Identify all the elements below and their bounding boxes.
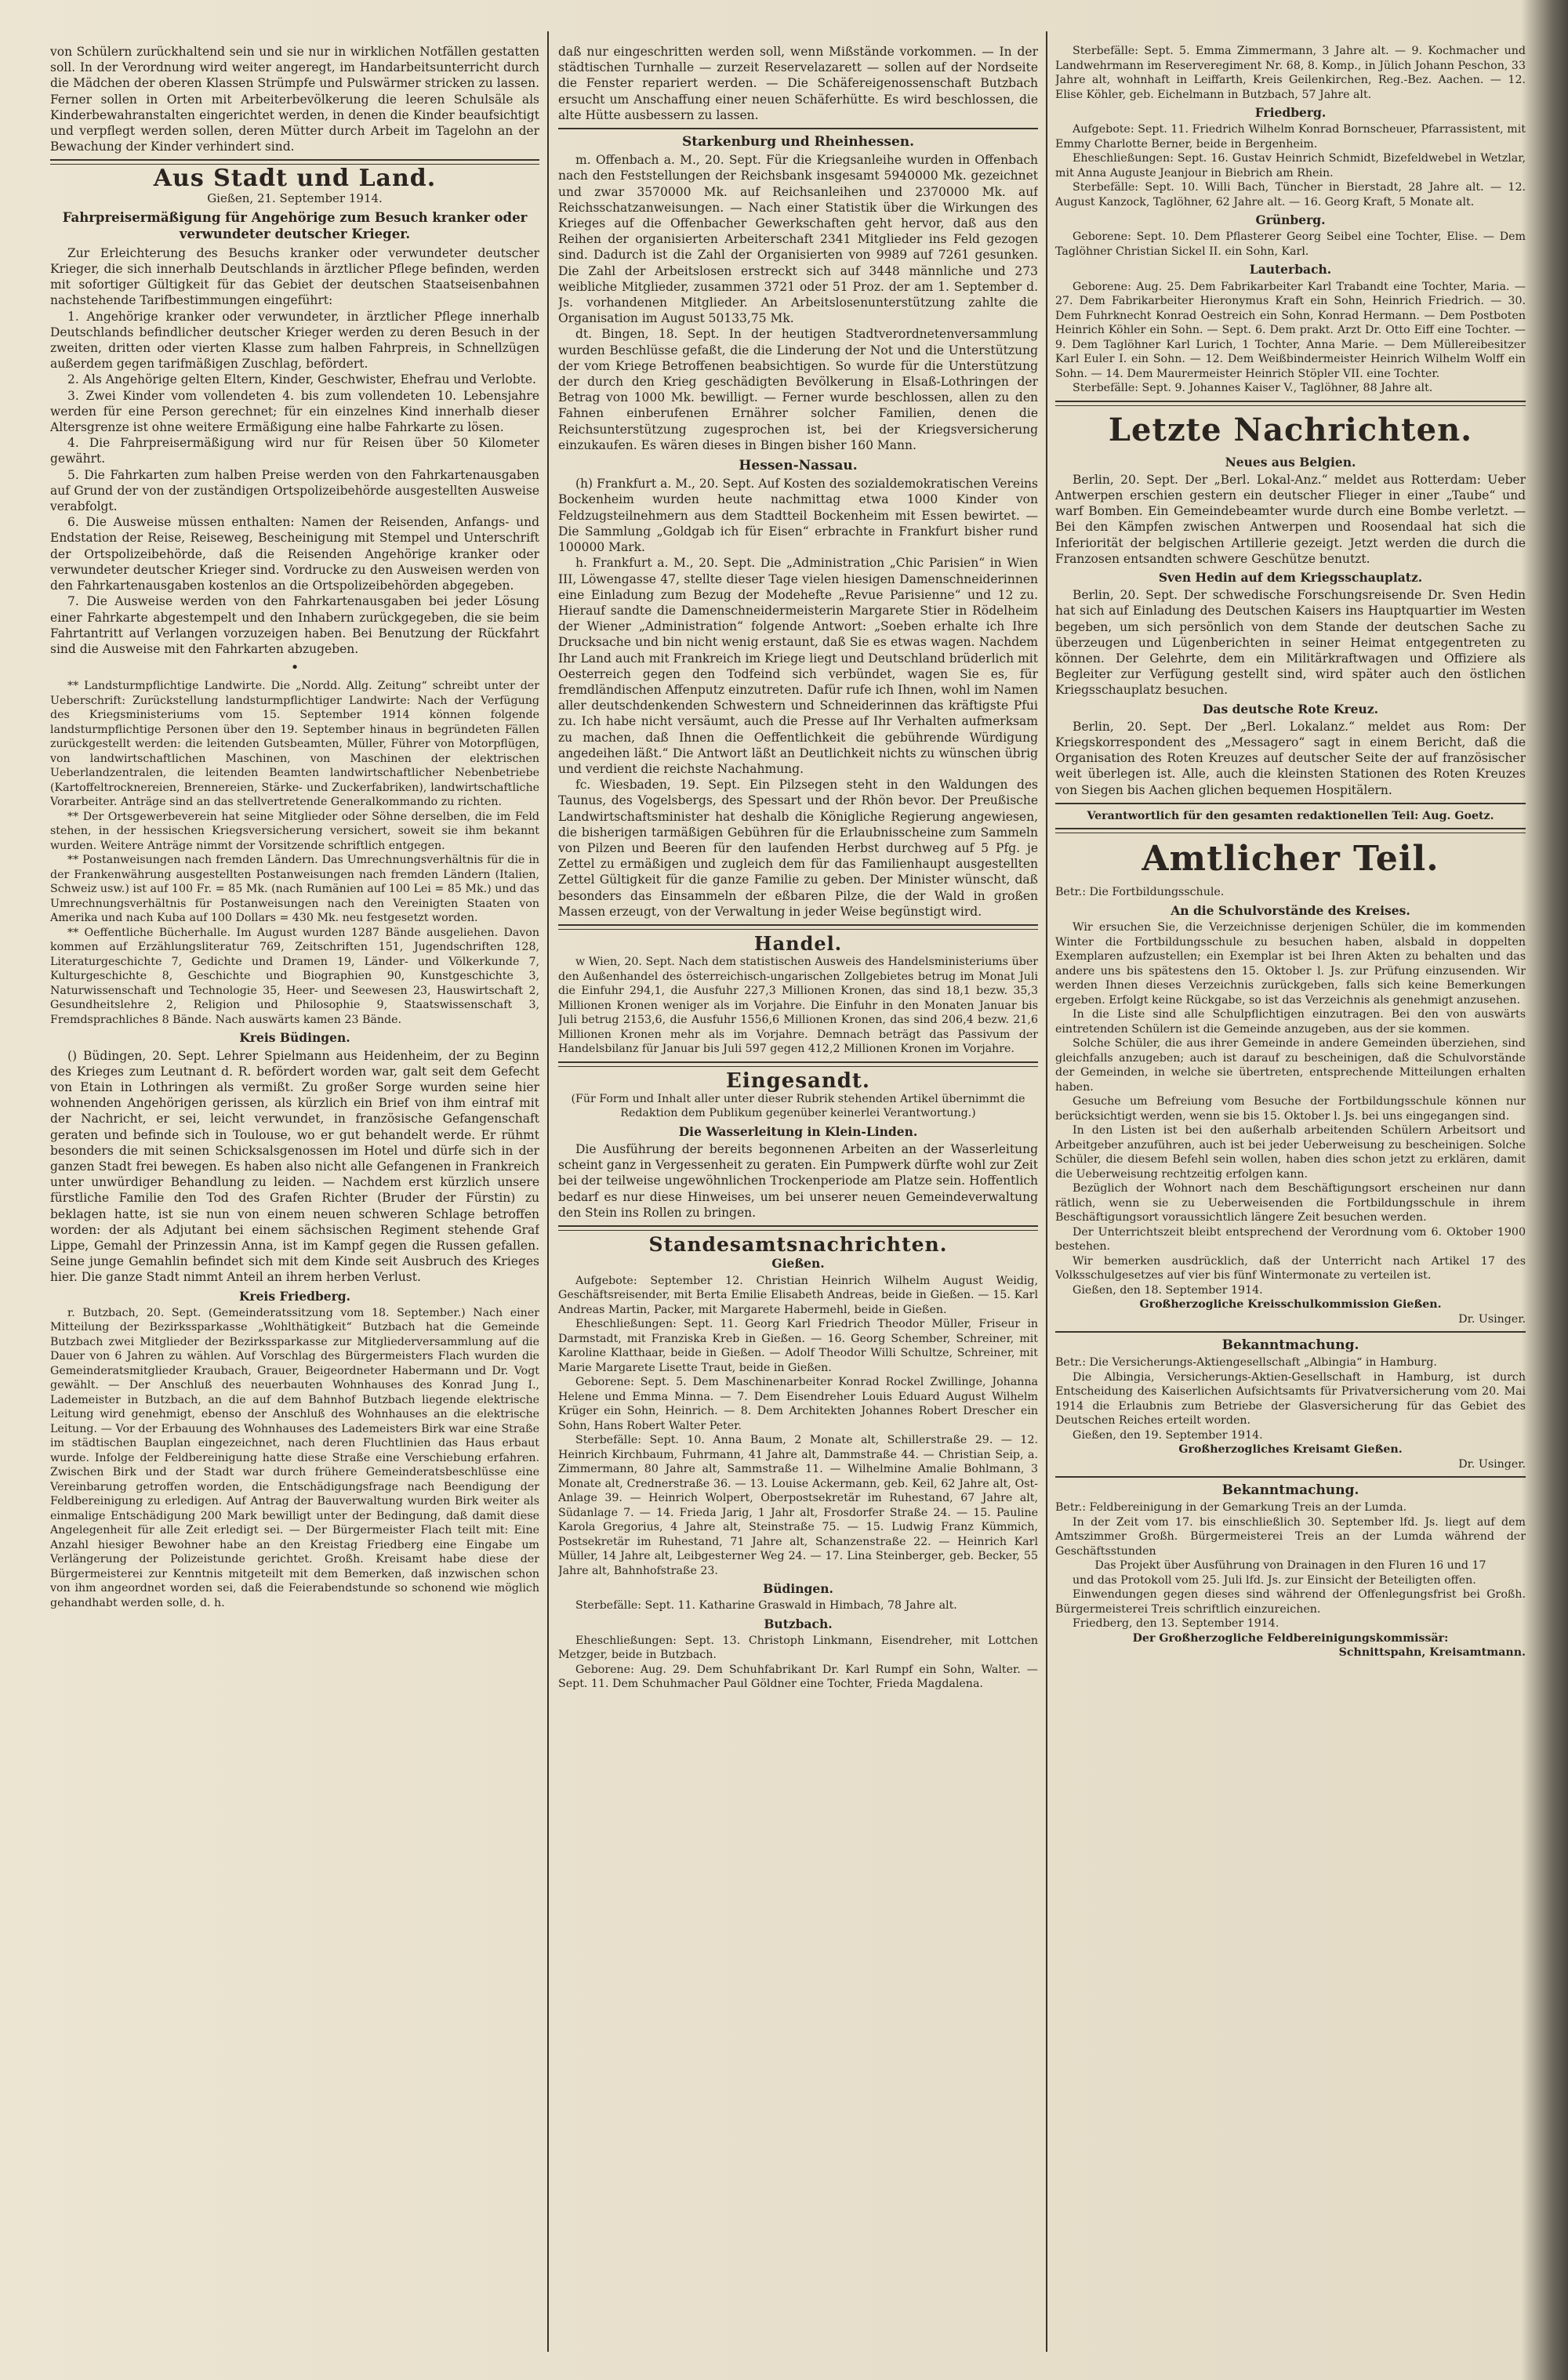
notice-paragraph: In der Zeit vom 17. bis einschließlich 30. September lfd. Js. liegt auf dem Amtszimmer Großh. Bürgermeisterei Treis an der Lumda während der Geschäftsstunden (1055, 1515, 1526, 1558)
registry-entry: Sterbefälle: Sept. 9. Johannes Kaiser V., Taglöhner, 88 Jahre alt. (1073, 382, 1433, 395)
notice-paragraph: Gesuche um Befreiung vom Besuche der Fortbildungsschule können nur berücksichtigt werden, wenn sie bis 15. Oktober l. Js. bei uns eingegangen sind. (1055, 1095, 1526, 1123)
registry-entry: Eheschließungen: Sept. 13. Christoph Linkmann, Eisendreher, mit Lottchen Metzger, beide in Butzbach. (558, 1634, 1038, 1662)
editor-credit: Verantwortlich für den gesamten redaktionellen Teil: Aug. Goetz. (1087, 809, 1494, 822)
notice-signature: Großherzogliches Kreisamt Gießen. (1178, 1443, 1403, 1457)
dateline: Gießen, 21. September 1914. (207, 190, 383, 205)
list-item: 5. Die Fahrkarten zum halben Preise werden von den Fahrkartenausgaben auf Grund der von der zuständigen Ortspolizeibehörde ausgestellten Ausweise verabfolgt. (50, 467, 539, 514)
region-heading: Starkenburg und Rheinhessen. (681, 134, 915, 151)
list-item: 7. Die Ausweise werden von den Fahrkartenausgaben bei jeder Lösung einer Fahrkarte abgestempelt und den Inhabern zurückgegeben, die sie beim Fahrtantritt auf Verlangen vorzuzeigen haben. Bei Benutzung der Rückfahrt sind die Ausweise mit den Fahrkarten abzugeben. (50, 594, 539, 656)
notice-paragraph: Das Projekt über Ausführung von Drainagen in den Fluren 16 und 17 (1094, 1559, 1486, 1573)
section-title: Aus Stadt und Land. (153, 165, 437, 193)
notice-title: Bekanntmachung. (1221, 1482, 1359, 1499)
region-heading: Hessen-Nassau. (739, 458, 858, 474)
article-paragraph: m. Offenbach a. M., 20. Sept. Für die Kriegsanleihe wurden in Offenbach nach den Feststellungen der Reichsbank insgesamt 5940000 Mk. gezeichnet und zwar 3570000 Mk. auf Reichsanleihen und 2370000 Mk. auf Reichsschatzanweisungen. — Nach einer Statistik über die Wirkungen des Krieges auf die Offenbacher Gewerkschaften geht hervor, daß aus den Reihen der organisierten Arbeiterschaft 2341 Mitglieder ins Feld gezogen sind. Dadurch ist die Zahl der Organisierten von 9989 auf 7261 gesunken. Die Zahl der Arbeitslosen erstreckt sich auf 3448 männliche und 273 weibliche Mitglieder, zusammen 3721 oder 51 Proz. der am 1. September d. Js. vorhandenen Mitglieder. An Arbeitslosenunterstützung zahlte die Organisation im August 50133,75 Mk. (558, 153, 1038, 326)
registry-entry: Geborene: Sept. 10. Dem Pflasterer Georg Seibel eine Tochter, Elise. — Dem Taglöhner Christian Sickel II. ein Sohn, Karl. (1055, 230, 1526, 258)
section-divider (1055, 1476, 1526, 1478)
registry-entry: Aufgebote: September 12. Christian Heinrich Wilhelm August Weidig, Geschäftsreisender, mit Berta Emilie Elisabeth Andreas, beide in Gießen. — 15. Karl Andreas Martin, Packer, mit Margarete Habermehl, beide in Gießen. (558, 1274, 1038, 1316)
registry-entry: Geborene: Aug. 25. Dem Fabrikarbeiter Karl Trabandt eine Tochter, Maria. — 27. Dem Fabrikarbeiter Hieronymus Kraft ein Sohn, Heinrich Friedrich. — 30. Dem Fuhrknecht Konrad Oestreich ein Sohn, Konrad Hermann. — Dem Postboten Heinrich Köhler ein Sohn. — Sept. 6. Dem prakt. Arzt Dr. Otto Eiff eine Tochter. — 9. Dem Taglöhner Karl Lurich, 1 Tochter, Anna Marie. — Dem Müllereibesitzer Karl Euler I. ein Sohn. — 12. Dem Weißbindermeister Heinrich Wilhelm Wolff ein Sohn. — 14. Dem Maurermeister Heinrich Stöpler VII. eine Tochter. (1055, 280, 1526, 380)
registry-entry: Sterbefälle: Sept. 11. Katharine Graswald in Himbach, 78 Jahre alt. (575, 1599, 957, 1613)
region-heading: Butzbach. (764, 1616, 833, 1631)
section-divider (558, 128, 1038, 129)
notice-paragraph: ** Landsturmpflichtige Landwirte. Die „Nordd. Allg. Zeitung“ schreibt unter der Ueberschrift: Zurückstellung landsturmpflichtiger Landwirte: Nach der Verfügung des Kriegsministeriums vom 15. September 1914 können folgende landsturmpflichtige Personen über den 19. September hinaus in begründeten Fällen zurückgestellt werden: die leitenden Gutsbeamten, Müller, Führer von Motorpflügen, von landwirtschaftlichen Maschinen, von Maschinen der elektrischen Ueberlandzentralen, die leitenden Beamten landwirtschaftlicher Nebenbetriebe (Kartoffeltrocknereien, Brennereien, Stärke- und Zuckerfabriken), landwirtschaftliche Vorarbeiter. Anträge sind an das stellvertretende Generalkommando zu richten. (50, 680, 539, 809)
registry-entry: Sterbefälle: Sept. 5. Emma Zimmermann, 3 Jahre alt. — 9. Kochmacher und Landwehrmann im Reserveregiment Nr. 68, 8. Komp., in Jülich Johann Peschon, 33 Jahre alt, wohnhaft in Leiffarth, Kreis Geilenkirchen, Reg.-Bez. Aachen. — 12. Elise Köhler, geb. Eichelmann in Butzbach, 57 Jahre alt. (1055, 45, 1526, 101)
article-paragraph: Zur Erleichterung des Besuchs kranker oder verwundeter deutscher Krieger, die sich innerhalb Deutschlands in ärztlicher Pflege befinden, werden mit sofortiger Gültigkeit für das Gebiet der deutschen Staatseisenbahnen nachstehende Tarifbestimmungen eingeführt: (50, 245, 539, 308)
notice-date: Gießen, den 18. September 1914. (1073, 1283, 1263, 1297)
article-title: Fahrpreisermäßigung für Angehörige zum Besuch kranker oder verwundeter deutscher Krieger. (62, 209, 528, 241)
notice-paragraph: und das Protokoll vom 25. Juli lfd. Js. zur Einsicht der Beteiligten offen. (1073, 1573, 1476, 1587)
article-heading: Sven Hedin auf dem Kriegsschauplatz. (1158, 570, 1423, 586)
article-heading: Neues aus Belgien. (1225, 454, 1356, 470)
notice-paragraph: Wir ersuchen Sie, die Verzeichnisse derjenigen Schüler, die im kommenden Winter die Fortbildungsschule zu besuchen haben, alsbald in doppelten Exemplaren aufzustellen; ein Exemplar ist bei Ihren Akten zu behalten und das andere uns bis spätestens den 15. Oktober l. Js. zur Prüfung einzusenden. Wir werden Ihnen dieses Verzeichnis zurückgeben, falls sich keine Bemerkungen ergeben. Erfolgt keine Rückgabe, so ist das Verzeichnis als genehmigt anzusehen. (1055, 921, 1526, 1007)
notice-paragraph: Einwendungen gegen dieses sind während der Offenlegungsfrist bei Großh. Bürgermeisterei Treis schriftlich einzureichen. (1055, 1588, 1526, 1616)
article-paragraph: dt. Bingen, 18. Sept. In der heutigen Stadtverordnetenversammlung wurden Beschlüsse gefaßt, die die Linderung der Not und die Unterstützung der vom Kriege Betroffenen beabsichtigen. So wurde für die Unterstützung der durch den Krieg geschädigten Bevölkerung in Elsaß-Lothringen der Betrag von 1000 Mk. bewilligt. — Ferner wurde beschlossen, allen zu den Fahnen einberufenen Ernährer solcher Familien, denen die Reichsunterstützung zugesprochen ist, bei der Kriegsversicherung einzukaufen. Es wären dieses in Bingen bisher 160 Mann. (558, 327, 1038, 452)
region-heading: Friedberg. (1254, 105, 1327, 120)
notice-paragraph: In die Liste sind alle Schulpflichtigen einzutragen. Bei den von auswärts eintretenden Schülern ist die Gemeinde anzugeben, aus der sie kommen. (1055, 1008, 1526, 1036)
article-paragraph: Berlin, 20. Sept. Der „Berl. Lokalanz.“ meldet aus Rom: Der Kriegskorrespondent des „Messagero“ sagt in einem Bericht, daß die Organisation des Roten Kreuzes auf deutscher Seite der auf französischer weit überlegen ist. Alle, auch die kleinsten Stationen des Roten Kreuzes von Siegen bis Aachen glichen bequemen Hospitälern. (1055, 719, 1526, 797)
section-title: Handel. (753, 931, 843, 955)
registry-entry: Eheschließungen: Sept. 16. Gustav Heinrich Schmidt, Bizefeldwebel in Wetzlar, mit Anna Auguste Jeanjour in Biebrich am Rhein. (1055, 152, 1526, 180)
list-item: 2. Als Angehörige gelten Eltern, Kinder, Geschwister, Ehefrau und Verlobte. (67, 372, 536, 387)
notice-signature: Dr. Usinger. (1458, 1312, 1526, 1326)
notice-paragraph: ** Der Ortsgewerbeverein hat seine Mitglieder oder Söhne derselben, die im Feld stehen, in der hessischen Kriegsversicherung versichert, soweit sie ihm bekannt wurden. Weitere Anträge nimmt der Vorsitzende schriftlich entgegen. (50, 810, 539, 852)
list-item: 1. Angehörige kranker oder verwundeter, in ärztlicher Pflege innerhalb Deutschlands befindlicher deutscher Krieger werden zu deren Besuch in der zweiten, dritten oder vierten Klasse zum halben Fahrpreis, in Schnellzügen außerdem gegen tarifmäßigen Zuschlag, befördert. (50, 309, 539, 372)
region-heading: Gießen. (771, 1256, 825, 1272)
section-divider (1055, 1331, 1526, 1333)
article-paragraph: Berlin, 20. Sept. Der schwedische Forschungsreisende Dr. Sven Hedin hat sich auf Einladung des Deutschen Kaisers ins Hauptquartier im Westen begeben, um sich persönlich von dem Stande der deutschen Sache zu überzeugen und Lügenberichten in seiner Heimat entgegentreten zu können. Der Gelehrte, dem ein Militärkraftwagen und Offiziere als Begleiter zur Verfügung gestellt sind, wird später auch den östlichen Kriegsschauplatz besuchen. (1055, 588, 1526, 698)
registry-entry: Geborene: Sept. 5. Dem Maschinenarbeiter Konrad Rockel Zwillinge, Johanna Helene und Emma Minna. — 7. Dem Eisendreher Louis Eduard August Wilhelm Krüger ein Sohn, Heinrich. — 8. Dem Architekten Johannes Robert Drescher ein Sohn, Hans Robert Walter Peter. (558, 1376, 1038, 1432)
disclaimer-text: (Für Form und Inhalt aller unter dieser Rubrik stehenden Artikel übernimmt die Redaktion dem Publikum gegenüber keinerlei Verantwortung.) (571, 1092, 1025, 1120)
article-paragraph: h. Frankfurt a. M., 20. Sept. Die „Administration „Chic Parisien“ in Wien III, Löwengasse 47, stellte dieser Tage vielen hiesigen Damenschneiderinnen eine Einladung zum Bezug der Modehefte „Revue Parisienne“ und 12 zu. Hierauf sandte die Damenschneidermeisterin Margarete Stier in Rödelheim der Wiener „Administration“ folgende Antwort: „Soeben erhalte ich Ihre Drucksache und bin nicht wenig erstaunt, daß Sie es etwas wagen. Nachdem Ihr Land auch mit Frankreich im Kriege liegt und Deutschland brüderlich mit Oesterreich gegen den Todfeind sich verbündet, wagen Sie es, für fremdländischen Affenputz einzutreten. Dafür rufe ich Ihnen, wohl im Namen aller deutschdenkenden Schwestern und Schneiderinnen das kräftigste Pfui zu. Ich habe nicht versäumt, auch die Presse auf Ihr Verhalten aufmerksam zu machen, daß Ihnen die Oeffentlichkeit die gebührende Würdigung angedeihen läßt.“ Die Antwort läßt an Deutlichkeit nichts zu wünschen übrig und verdient die reichste Nachahmung. (558, 556, 1038, 776)
section-title: Amtlicher Teil. (1142, 839, 1439, 880)
separator-mark: • (290, 659, 299, 677)
section-title: Eingesandt. (726, 1068, 870, 1093)
registry-entry: Aufgebote: Sept. 11. Friedrich Wilhelm Konrad Bornscheuer, Pfarrassistent, mit Emmy Charlotte Berner, beide in Bergenheim. (1055, 123, 1526, 151)
column-1 (50, 44, 539, 2356)
section-divider (558, 1225, 1038, 1231)
notice-paragraph: ** Oeffentliche Bücherhalle. Im August wurden 1287 Bände ausgeliehen. Davon kommen auf Erzählungsliteratur 769, Zeitschriften 151, Jugendschriften 128, Literaturgeschichte 7, Gedichte und Dramen 19, Länder- und Völkerkunde 7, Kulturgeschichte 8, Geschichte und Biographien 90, Kunstgeschichte 3, Naturwissenschaft und Technologie 35, Heer- und Seewesen 23, Hauswirtschaft 2, Gesundheitslehre 2, Religion und Philosophie 9, Staatswissenschaft 3, Fremdsprachliches 8 Bände. Nach auswärts kamen 23 Bände. (50, 926, 539, 1026)
section-divider (558, 1061, 1038, 1067)
notice-date: Friedberg, den 13. September 1914. (1073, 1617, 1279, 1631)
notice-subject: Betr.: Die Fortbildungsschule. (1055, 886, 1225, 899)
notice-paragraph: Solche Schüler, die aus ihrer Gemeinde in andere Gemeinden überziehen, sind gleichfalls anzugeben; auch ist darauf zu bescheinigen, daß die Schulvorstände der Gemeinden, in welche sie übertreten, entsprechende Mitteilungen erhalten haben. (1055, 1037, 1526, 1094)
article-paragraph: (h) Frankfurt a. M., 20. Sept. Auf Kosten des sozialdemokratischen Vereins Bockenheim wurden heute nachmittag etwa 1000 Kinder von Feldzugsteilnehmern aus dem Stadtteil Bockenheim mit Essen bewirtet. — Die Sammlung „Goldgab ich für Eisen“ erbrachte in Frankfurt bisher rund 100000 Mark. (558, 477, 1038, 555)
notice-paragraph: ** Postanweisungen nach fremden Ländern. Das Umrechnungsverhältnis für die in der Frankenwährung ausgestellten Postanweisungen nach fremden Ländern (Italien, Schweiz usw.) ist auf 100 Fr. = 85 Mk. (nach Rumänien auf 100 Lei = 85 Mk.) und das Umrechnungsverhältnis für Postanweisungen nach den Vereinigten Staaten von Amerika und nach Kuba auf 100 Dollars = 430 Mk. neu festgesetzt worden. (50, 854, 539, 925)
intro-paragraph: von Schülern zurückhaltend sein und sie nur in wirklichen Notfällen gestatten soll. In der Verordnung wird weiter angeregt, im Handarbeitsunterricht durch die Mädchen der oberen Klassen Strümpfe und Pulswärmer stricken zu lassen. Ferner sollen in Orten mit Arbeiterbevölkerung die leeren Schulsäle als Kinderbewahranstalten eingerichtet werden, in denen die Kinder beaufsichtigt und verpflegt werden sollen, deren Mütter durch Arbeit im Tagelohn an der Bewachung der Kinder verhindert sind. (50, 45, 539, 154)
article-paragraph: () Büdingen, 20. Sept. Lehrer Spielmann aus Heidenheim, der zu Beginn des Krieges zum Leutnant d. R. befördert worden war, galt seit dem Gefecht von Etain in Lothringen als vermißt. Zu großer Sorge wurden seine hier wohnenden Angehörigen gerissen, als kürzlich ein Brief von ihm eintraf mit der Nachricht, er sei, leicht verwundet, in französische Gefangenschaft geraten und befinde sich in Toulouse, wo er gut behandelt werde. Er rühmt besonders die mit seinen Schicksalsgenossen im Hotel und dürfe sich in der ganzen Stadt frei bewegen. Es haben also nicht alle Gefangenen in Frankreich unter unwürdiger Behandlung zu leiden. — Nachdem erst kürzlich unsere fürstliche Familie den Tod des Grafen Richter (Bruder der Fürstin) zu beklagen hatte, ist sie nun von einem neuen schweren Schlage betroffen worden: der als Adjutant bei einem sächsischen Regiment stehende Graf Lippe, Gemahl der Prinzessin Anna, ist im Kampf gegen die Russen gefallen. Seine junge Gemahlin befindet sich mit dem Kinde seit Ausbruch des Krieges hier. Die ganze Stadt nimmt Anteil an ihrem herben Verlust. (50, 1048, 539, 1285)
section-divider (1055, 828, 1526, 833)
column-3 (1055, 44, 1526, 2356)
notice-paragraph: Wir bemerken ausdrücklich, daß der Unterricht nach Artikel 17 des Volksschulgesetzes auf vier bis fünf Wintermonate zu verteilen ist. (1055, 1254, 1526, 1283)
region-heading: Grünberg. (1255, 212, 1326, 228)
article-paragraph: Die Ausführung der bereits begonnenen Arbeiten an der Wasserleitung scheint ganz in Vergessenheit zu geraten. Ein Pumpwerk dürfte wohl zur Zeit bei der teilweise ungewöhnlichen Trockenperiode am Platze sein. Hoffentlich bedarf es nur diese Hinweises, um bei unserer neuen Gemeindeverwaltung den Stein ins Rollen zu bringen. (558, 1142, 1038, 1220)
article-paragraph: Berlin, 20. Sept. Der „Berl. Lokal-Anz.“ meldet aus Rotterdam: Ueber Antwerpen erschien gestern ein deutscher Flieger in einer „Taube“ und warf Bomben. Ein Gemeindebeamter wurde durch eine Bombe verletzt. — Bei den Kämpfen zwischen Antwerpen und Roosendaal hat sich die Inferiorität der belgischen Artillerie gezeigt. Jetzt werden die durch die Franzosen entsandten schwere Geschütze benutzt. (1055, 472, 1526, 566)
section-divider (1055, 803, 1526, 804)
article-heading: Das deutsche Rote Kreuz. (1202, 701, 1379, 717)
notice-date: Gießen, den 19. September 1914. (1073, 1428, 1263, 1442)
notice-signature: Großherzogliche Kreisschulkommission Gießen. (1139, 1298, 1442, 1312)
section-divider (50, 159, 539, 165)
notice-signature: Dr. Usinger. (1458, 1457, 1526, 1471)
column-divider (1046, 31, 1047, 2352)
list-item: 3. Zwei Kinder vom vollendeten 4. bis zum vollendeten 10. Lebensjahre werden für eine Person gerechnet; für ein einzelnes Kind innerhalb dieser Altersgrenze ist ohne weitere Ermäßigung eine halbe Fahrkarte zu lösen. (50, 388, 539, 435)
notice-title: Bekanntmachung. (1221, 1337, 1359, 1354)
registry-entry: Eheschließungen: Sept. 11. Georg Karl Friedrich Theodor Müller, Friseur in Darmstadt, mit Franziska Kreb in Gießen. — 16. Georg Schember, Schreiner, mit Karoline Klatthaar, beide in Gießen. — Adolf Theodor Willi Schultze, Schreiner, mit Marie Margarete Lisette Traut, beide in Gießen. (558, 1318, 1038, 1374)
intro-paragraph: daß nur eingeschritten werden soll, wenn Mißstände vorkommen. — In der städtischen Turnhalle — zurzeit Reservelazarett — sollen auf der Nordseite die Fenster repariert werden. — Die Schäfereigenossenschaft Butzbach ersucht um Anschaffung einer neuen Schäferhütte. Es wird beschlossen, die alte Hütte ausbessern zu lassen. (558, 45, 1038, 122)
section-divider (1055, 401, 1526, 406)
notice-subject: Betr.: Die Versicherungs-Aktiengesellschaft „Albingia“ in Hamburg. (1055, 1356, 1437, 1370)
region-heading: Kreis Büdingen. (239, 1030, 350, 1046)
list-item: 6. Die Ausweise müssen enthalten: Namen der Reisenden, Anfangs- und Endstation der Reise, Reiseweg, Bescheinigung mit Stempel und Unterschrift der Ortspolizeibehörde, daß die Reisenden Angehörige kranker oder verwundeter deutscher Krieger sind. Vordrucke zu den Ausweisen werden von den Fahrkartenausgaben kostenlos an die Ortspolizeibehörden abgegeben. (50, 515, 539, 593)
registry-entry: Sterbefälle: Sept. 10. Anna Baum, 2 Monate alt, Schillerstraße 29. — 12. Heinrich Kirchbaum, Fuhrmann, 41 Jahre alt, Dammstraße 44. — Christian Seip, a. Zimmermann, 80 Jahre alt, Sammstraße 11. — Wilhelmine Amalie Bohlmann, 3 Monate alt, Crednerstraße 36. — 13. Louise Ackermann, geb. Keil, 62 Jahre alt, Ost-Anlage 39. — Heinrich Wolpert, Oberpostsekretär im Ruhestand, 67 Jahre alt, Südanlage 7. — 14. Frieda Jarig, 1 Jahr alt, Frosdorfer Straße 24. — 15. Pauline Karola Gregorius, 4 Jahre alt, Steinstraße 75. — 15. Ludwig Franz Kümmich, Postsekretär im Ruhestand, 71 Jahre alt, Schanzenstraße 22. — Heinrich Karl Müller, 14 Jahre alt, Leibgesterner Weg 24. — 17. Lina Steinberger, geb. Becker, 55 Jahre alt, Bahnhofstraße 23. (558, 1434, 1038, 1577)
notice-signature: Der Großherzogliche Feldbereinigungskommissär: (1132, 1631, 1449, 1645)
notice-addressee: An die Schulvorstände des Kreises. (1171, 902, 1410, 918)
notice-paragraph: Der Unterrichtszeit bleibt entsprechend der Verordnung vom 6. Oktober 1900 bestehen. (1055, 1225, 1526, 1253)
column-divider (547, 31, 549, 2352)
registry-entry: Sterbefälle: Sept. 10. Willi Bach, Tüncher in Bierstadt, 28 Jahre alt. — 12. August Kanzock, Taglöhner, 62 Jahre alt. — 16. Georg Kraft, 5 Monate alt. (1055, 181, 1526, 209)
section-divider (558, 924, 1038, 930)
notice-paragraph: Die Albingia, Versicherungs-Aktien-Gesellschaft in Hamburg, ist durch Entscheidung des Kaiserlichen Aufsichtsamts für Privatversicherung vom 20. Mai 1914 die Erlaubnis zum Betriebe der Glasversicherung für das Gebiet des Deutschen Reiches erteilt worden. (1055, 1370, 1526, 1428)
article-paragraph: fc. Wiesbaden, 19. Sept. Ein Pilzsegen steht in den Waldungen des Taunus, des Vogelsbergs, des Spessart und der Rhön bevor. Der Preußische Landwirtschaftsminister hat deshalb die Königliche Regierung angewiesen, die bisherigen tarmäßigen Gebühren für die Erlaubnisscheine zum Sammeln von Pilzen und Beeren für den laufenden Herbst durchweg auf 5 Pfg. je Zettel zu ermäßigen und zugleich dem für das Familienhaupt ausgestellten Zettel Gültigkeit für die ganze Familie zu geben. Der Minister wünscht, daß besonders das Einsammeln der eßbaren Pilze, die der Wald in großen Massen erzeugt, von der Verwaltung in jeder Weise begünstigt wird. (558, 778, 1038, 919)
notice-subject: Betr.: Feldbereinigung in der Gemarkung Treis an der Lumda. (1055, 1501, 1407, 1515)
article-heading: Die Wasserleitung in Klein-Linden. (678, 1123, 918, 1139)
notice-paragraph: Bezüglich der Wohnort nach dem Beschäftigungsort erscheinen nur dann rätlich, wenn sie zu Ueberweisenden die Fortbildungsschule in ihrem Beschäftigungsort voraussichtlich längere Zeit besuchen werden. (1055, 1182, 1526, 1224)
region-heading: Kreis Friedberg. (238, 1288, 351, 1304)
article-paragraph: r. Butzbach, 20. Sept. (Gemeinderatssitzung vom 18. September.) Nach einer Mitteilung der Bezirkssparkasse „Wohlthätigkeit“ Butzbach hat die Gemeinde Butzbach zwei Mitglieder der Bezirkssparkasse zur Mitgliederversammlung auf die Dauer von 6 Jahren zu wählen. Auf Vorschlag des Bürgermeisters Flach wurden die Gemeinderatsmitglieder Kraubach, Grauer, Beigeordneter Habermann und Dr. Vogt gewählt. — Der Anschluß des neuerbauten Wohnhauses des Konrad Jung I., Lademeister in Butzbach, an die auf dem Bahnhof Butzbach liegende elektrische Leitung wird genehmigt, ebenso der Anschluß des Wohnhauses an die elektrische Leitung. — Vor der Erbauung des Wohnhauses des Lademeisters Birk war eine Straße im städtischen Bauplan eingezeichnet, nach deren Fluchtlinien das Haus erbaut wurde. Infolge der Feldbereinigung hatte diese Straße eine Verschiebung erfahren. Zwischen Birk und der Stadt war durch frühere Gemeinderatsbeschlüsse eine Vereinbarung getroffen worden, die Entschädigungsfrage nach Beendigung der Feldbereinigung zu erledigen. Auf Antrag der Bauverwaltung wurden Birk weiter als einmalige Entschädigung 200 Mark bewilligt unter der Bedingung, daß damit diese Angelegenheit für alle Zeit erledigt sei. — Der Bürgermeister Flach teilt mit: Eine Anzahl hiesiger Bewohner habe an den Kreistag Friedberg eine Eingabe um Verlängerung der Polizeistunde gerichtet. Großh. Kreisamt habe diese der Bürgermeisterei zur Kenntnis mitgeteilt mit dem Bemerken, daß inzwischen schon von ihm angeordnet worden sei, daß die Feierabendstunde so schonend wie möglich gehandhabt werden solle, d. h. (50, 1306, 539, 1609)
section-title: Standesamtsnachrichten. (648, 1233, 948, 1257)
region-heading: Lauterbach. (1249, 262, 1332, 278)
region-heading: Büdingen. (763, 1581, 833, 1596)
article-paragraph: w Wien, 20. Sept. Nach dem statistischen Ausweis des Handelsministeriums über den Außenhandel des österreichisch-ungarischen Zollgebietes betrug im Monat Juli die Einfuhr 294,1, die Ausfuhr 227,3 Millionen Kronen, das sind 18,1 bezw. 35,3 Millionen Kronen weniger als im Vorjahre. Die Einfuhr in den Monaten Januar bis Juli betrug 2153,6, die Ausfuhr 1556,6 Millionen Kronen, das sind 206,4 bezw. 21,6 Millionen Kronen mehr als im Vorjahre. Demnach beträgt das Passivum der Handelsbilanz für Januar bis Juli 597 gegen 412,2 Millionen Kronen im Vorjahre. (558, 956, 1038, 1056)
list-item: 4. Die Fahrpreisermäßigung wird nur für Reisen über 50 Kilometer gewährt. (50, 436, 539, 466)
registry-entry: Geborene: Aug. 29. Dem Schuhfabrikant Dr. Karl Rumpf ein Sohn, Walter. — Sept. 11. Dem Schuhmacher Paul Göldner eine Tochter, Frieda Magdalena. (558, 1663, 1038, 1691)
notice-paragraph: In den Listen ist bei den außerhalb arbeitenden Schülern Arbeitsort und Arbeitgeber anzuführen, auch ist bei jeder Ueberweisung zu bescheinigen. Solche Schüler, die diesem Befehl sein wollen, haben dies schon jetzt zu erklären, damit die Ueberweisung rechtzeitig erfolgen kann. (1055, 1124, 1526, 1181)
column-2 (558, 44, 1038, 2356)
section-title: Letzte Nachrichten. (1108, 411, 1473, 448)
notice-signature: Schnittspahn, Kreisamtmann. (1338, 1646, 1526, 1660)
